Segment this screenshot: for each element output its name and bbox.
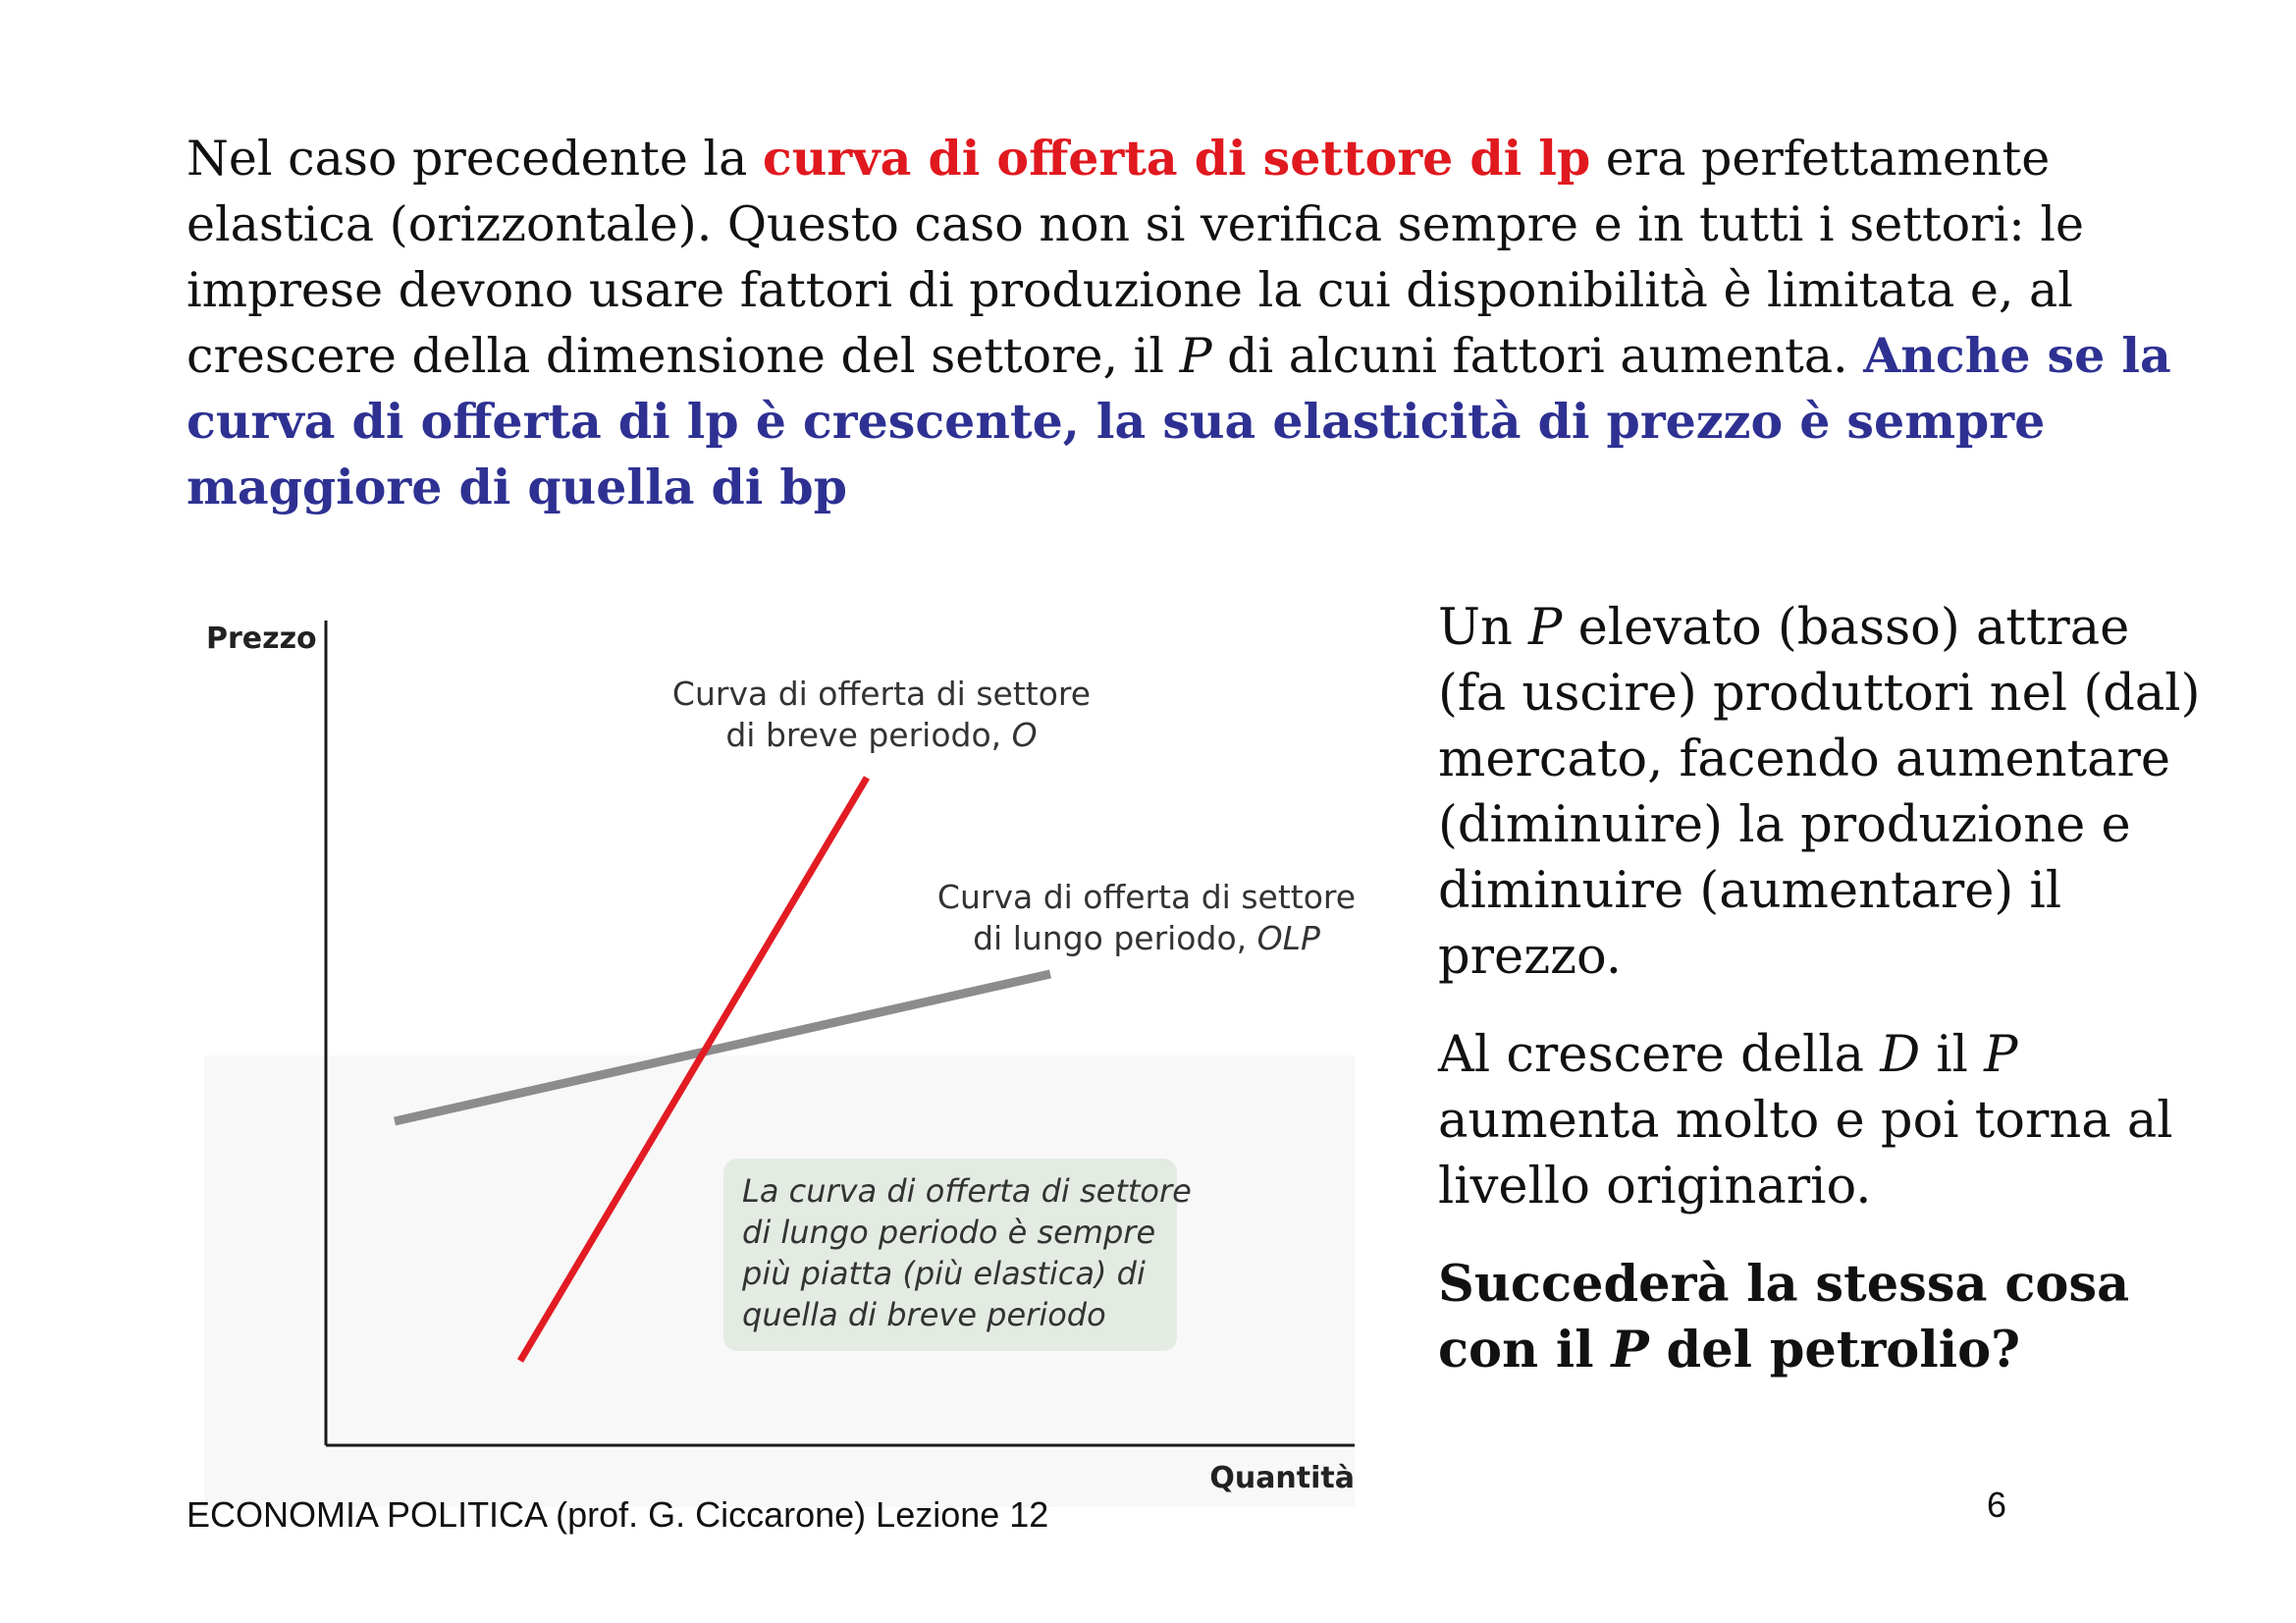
short-run-symbol: O [1011, 716, 1038, 754]
intro-text: Nel caso precedente la [187, 131, 763, 187]
side-text-run: Al crescere della [1438, 1026, 1881, 1084]
side-text-run: del petrolio? [1648, 1321, 2020, 1380]
annotation-line: La curva di offerta di settore [742, 1172, 1192, 1210]
annotation-line: quella di breve periodo [742, 1296, 1106, 1333]
demand-symbol: D [1880, 1026, 1921, 1084]
side-paragraph-2 [1438, 1022, 2204, 1219]
side-text-run: elevato (basso) attrae (fa uscire) produttori nel (dal) mercato, facendo aumentare (diminuire) la produzione e diminuire (aumentare) il prezzo. [1438, 599, 2201, 986]
intro-text: di alcuni fattori aumenta. [1211, 328, 1864, 384]
side-text-run: aumenta molto e poi torna al livello originario. [1438, 1092, 2173, 1216]
side-paragraph-1 [1438, 595, 2204, 990]
intro-highlight-blue: Anche se la curva di offerta di lp è crescente, la sua elasticità di prezzo è sempre maggiore di quella di bp [187, 327, 2171, 515]
side-text-run: Succederà la stessa cosa con il [1438, 1255, 2130, 1380]
long-run-label-2 [973, 919, 1320, 957]
side-text-run: Un [1438, 599, 1529, 657]
price-symbol: P [1984, 1026, 2018, 1084]
short-run-label-line2: di breve periodo, [725, 716, 1012, 754]
long-run-label-line1: Curva di offerta di settore [936, 878, 1357, 916]
annotation-line: più piatta (più elastica) di [742, 1255, 1146, 1292]
long-run-label-line2: di lungo periodo, [973, 919, 1257, 957]
footer-course: ECONOMIA POLITICA (prof. G. Ciccarone) Lezione 12 [187, 1494, 1049, 1535]
x-axis-label: Quantità [1209, 1461, 1355, 1495]
intro-highlight-red: curva di offerta di settore di lp [762, 130, 1591, 187]
price-symbol: P [1528, 599, 1563, 657]
page-number: 6 [1987, 1485, 2007, 1525]
supply-curves-chart [204, 599, 1362, 1512]
intro-text: era perfettamente elastica (orizzontale). Questo caso non si verifica sempre e in tutti i settori: le imprese devono usare fattori di produzione la cui disponibilità è limitata e, al crescere della dimensione del settore, il [187, 131, 2085, 384]
short-run-label-2 [725, 716, 1037, 754]
short-run-label [672, 675, 1091, 713]
intro-price-symbol: P [1179, 328, 1212, 384]
annotation-line: di lungo periodo è sempre [742, 1214, 1156, 1251]
side-text-run: il [1920, 1026, 1985, 1084]
side-text [1438, 595, 2204, 1383]
long-run-symbol: OLP [1256, 919, 1320, 957]
intro-paragraph [187, 126, 2189, 520]
y-axis-label: Prezzo [206, 622, 317, 656]
side-question [1438, 1252, 2204, 1383]
price-symbol: P [1611, 1321, 1649, 1380]
long-run-label [937, 878, 1356, 916]
short-run-label-line1: Curva di offerta di settore [671, 675, 1092, 713]
